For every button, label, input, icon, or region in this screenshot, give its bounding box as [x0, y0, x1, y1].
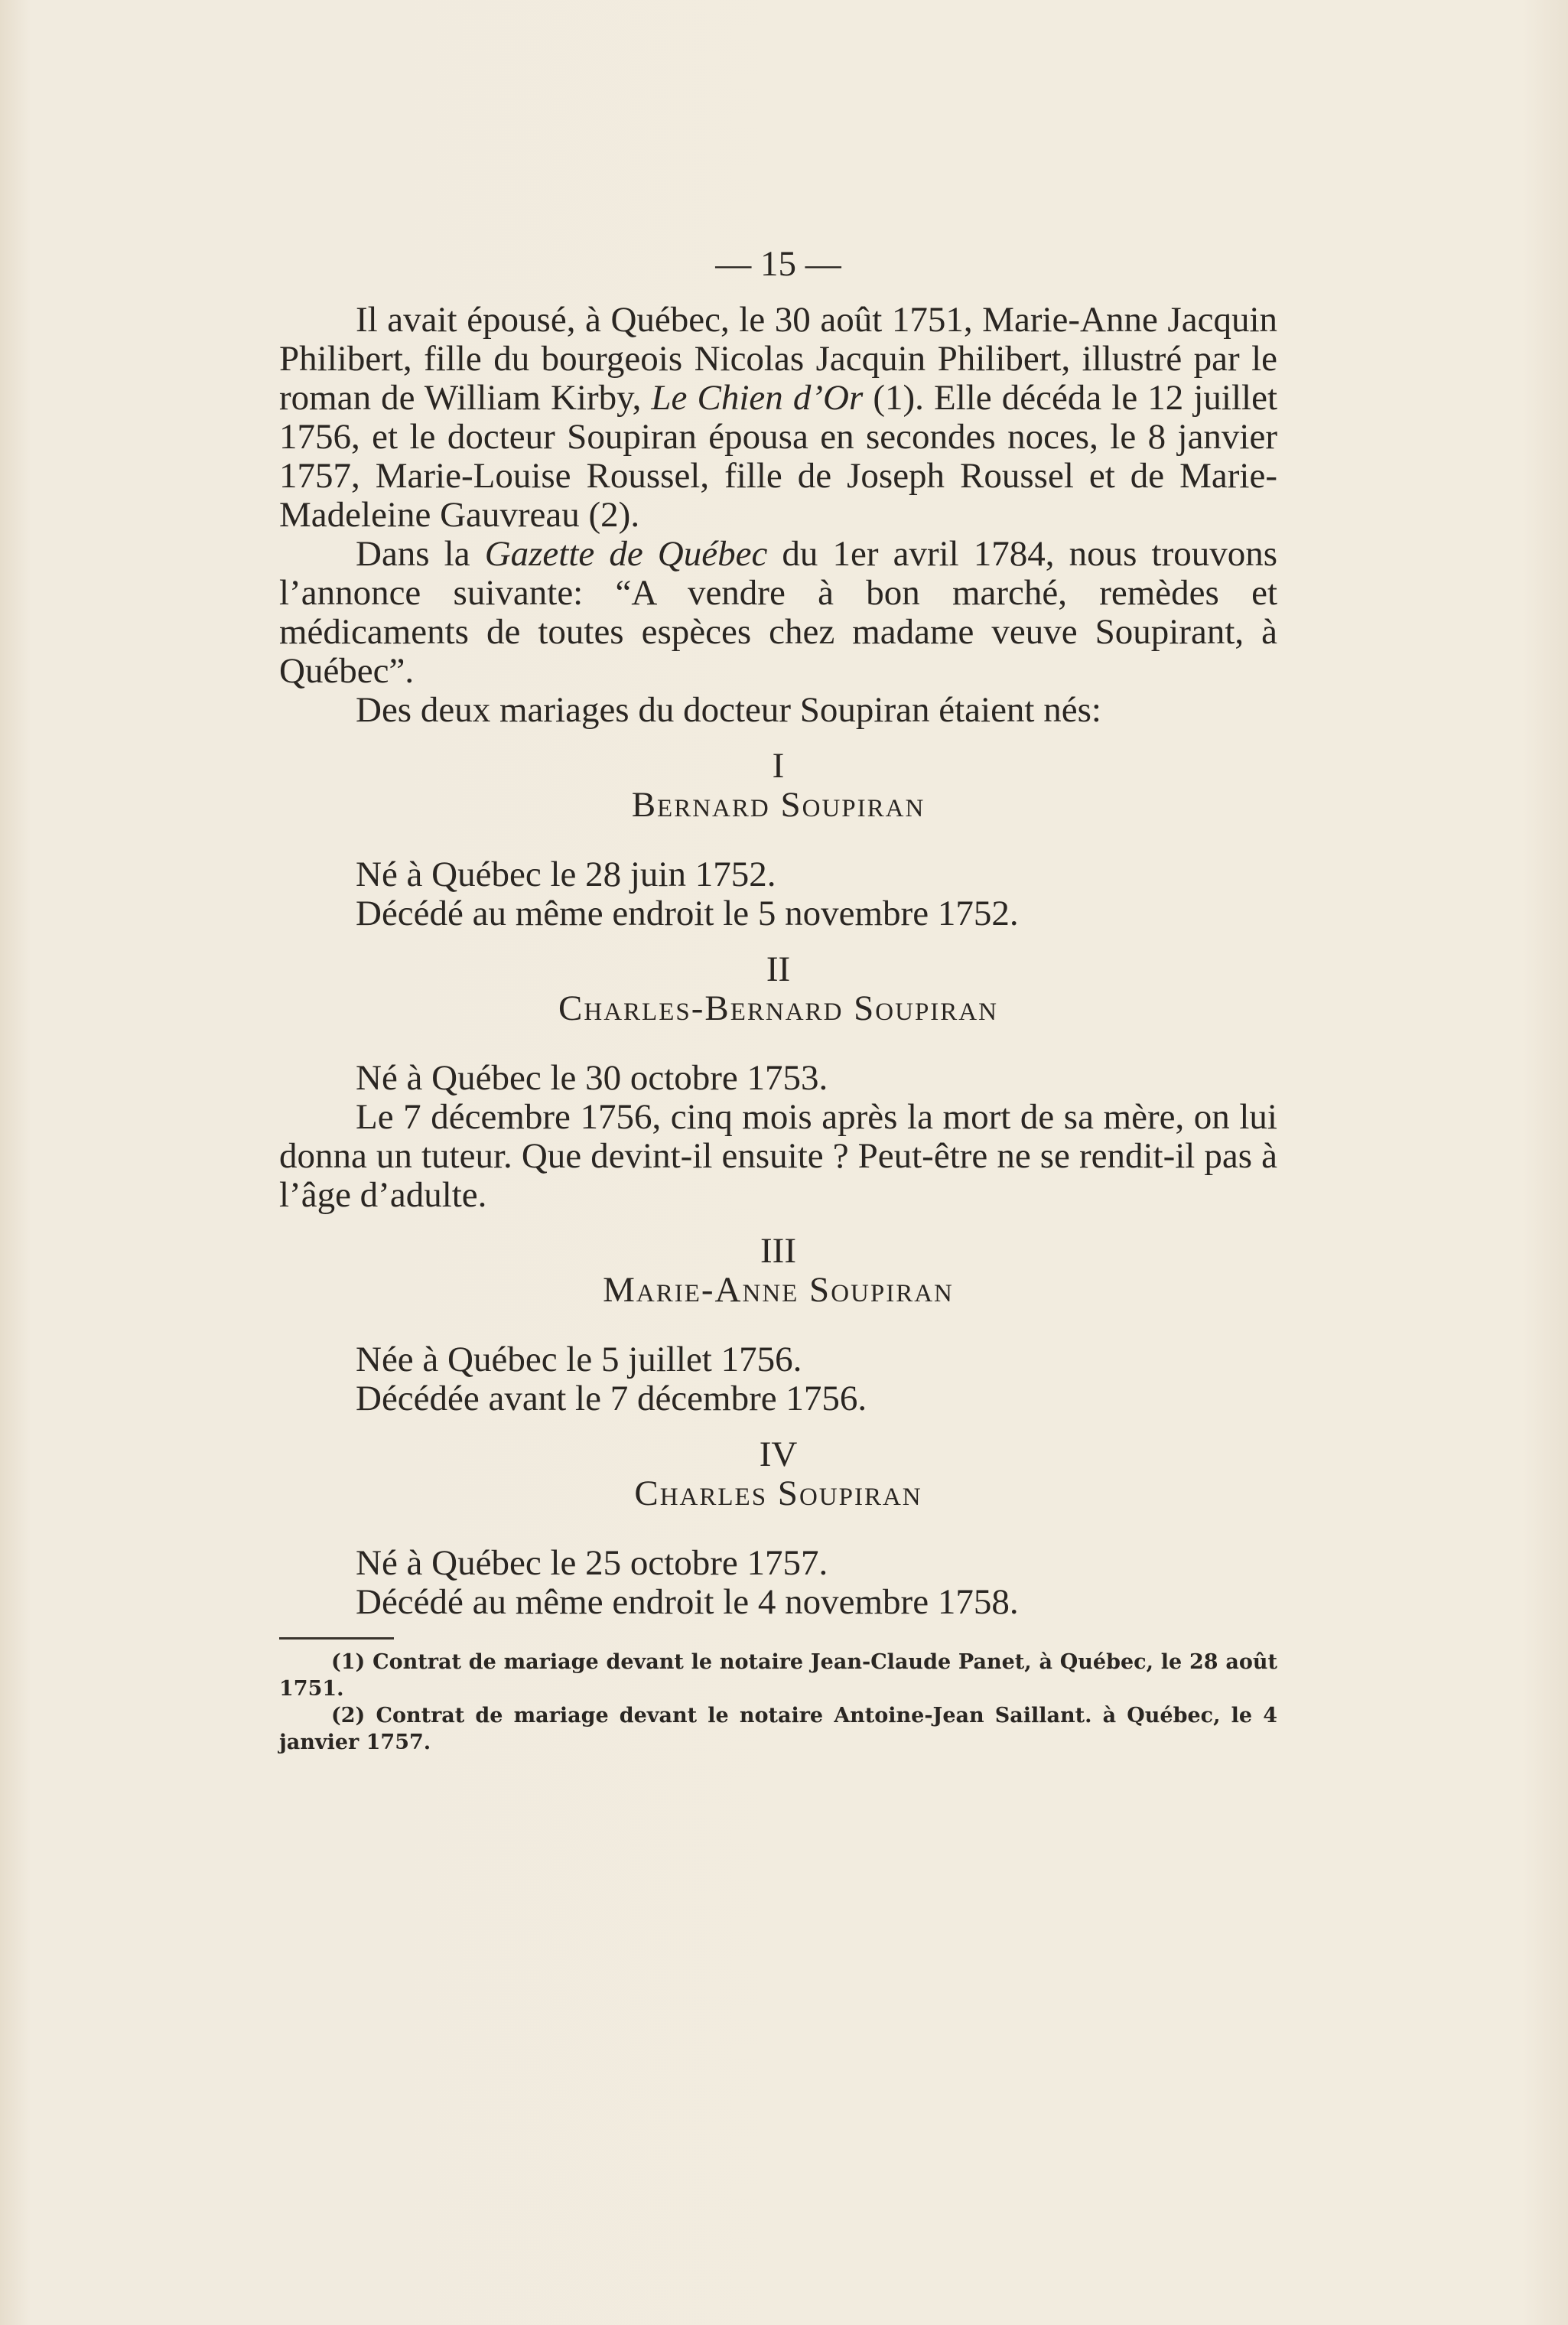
paragraph-gazette-start: Dans la	[356, 534, 470, 574]
child-death: Décédé au même endroit le 4 novembre 1758.	[356, 1582, 1019, 1622]
child-entry-4	[279, 1435, 1277, 1622]
gazette-title: Gazette de Québec	[484, 534, 768, 574]
child-numeral: II	[766, 949, 791, 989]
child-death: Décédée avant le 7 décembre 1756.	[356, 1379, 867, 1418]
text-column	[279, 245, 1277, 1756]
child-guardian-note: Le 7 décembre 1756, cinq mois après la mort de sa mère, on lui donna un tuteur. Que devint-il ensuite ? Peut-être ne se rendit-il pas à l’âge d’adulte.	[279, 1097, 1277, 1215]
child-birth: Né à Québec le 28 juin 1752.	[356, 855, 776, 894]
footnotes	[279, 1649, 1277, 1756]
page-number: — 15 —	[715, 244, 841, 284]
child-numeral: IV	[759, 1434, 798, 1474]
child-birth: Né à Québec le 30 octobre 1753.	[356, 1058, 828, 1098]
child-numeral: III	[760, 1231, 796, 1271]
child-numeral: I	[772, 746, 785, 786]
footnote-divider	[279, 1637, 394, 1640]
child-entry-1	[279, 747, 1277, 933]
paragraph-gazette-end: du 1er avril 1784, nous trouvons l’annonce suivante: “A vendre à bon marché, remèdes et médicaments de toutes espèces chez madame veuve Soupirant, à Québec”.	[279, 534, 1278, 691]
child-name: Bernard Soupiran	[631, 785, 926, 825]
child-birth: Née à Québec le 5 juillet 1756.	[356, 1340, 802, 1379]
child-death: Décédé au même endroit le 5 novembre 1752.	[356, 894, 1019, 933]
paragraph-gazette	[279, 535, 1277, 691]
novel-title: Le Chien d’Or	[651, 378, 864, 418]
paragraph-children-intro: Des deux mariages du docteur Soupiran étaient nés:	[356, 690, 1101, 730]
paragraph-marriage-end: (1). Elle décéda le 12 juillet 1756, et le docteur Soupiran épousa en secondes noces, le 8 janvier 1757, Marie-Louise Roussel, fille de Joseph Roussel et de Marie-Madeleine Gauvreau (2).	[279, 378, 1278, 535]
child-entry-2	[279, 950, 1277, 1215]
paragraph-marriage	[279, 301, 1277, 535]
child-birth: Né à Québec le 25 octobre 1757.	[356, 1543, 828, 1583]
child-name: Marie-Anne Soupiran	[603, 1270, 954, 1310]
child-name: Charles Soupiran	[634, 1473, 922, 1513]
footnote-1: (1) Contrat de mariage devant le notaire Jean-Claude Panet, à Québec, le 28 août 1751.	[279, 1650, 1277, 1701]
paragraph-marriage-text: Il avait épousé, à Québec, le 30 août 1751, Marie-Anne Jacquin Philibert, fille du bourgeois Nicolas Jacquin Philibert, illustré par le roman de William Kirby,	[279, 300, 1277, 418]
footnote-2: (2) Contrat de mariage devant le notaire Antoine-Jean Saillant. à Québec, le 4 janvier 1757.	[279, 1704, 1277, 1754]
child-entry-3	[279, 1232, 1277, 1418]
child-name: Charles-Bernard Soupiran	[558, 988, 998, 1028]
